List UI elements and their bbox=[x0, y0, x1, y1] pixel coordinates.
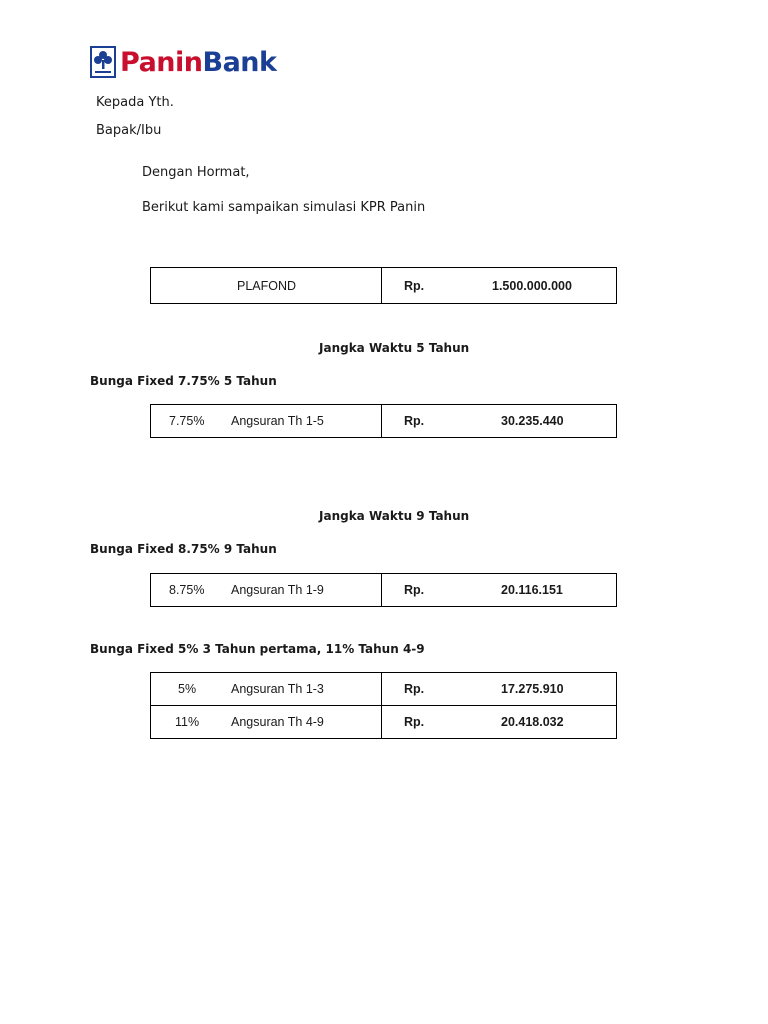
currency-label: Rp. bbox=[404, 414, 425, 428]
currency-label: Rp. bbox=[404, 682, 425, 696]
plafond-amount: 1.500.000.000 bbox=[492, 278, 572, 293]
intro-text: Berikut kami sampaikan simulasi KPR Panin bbox=[142, 200, 426, 215]
installment-label: Angsuran Th 1-5 bbox=[231, 414, 324, 428]
plafond-table bbox=[150, 267, 617, 304]
recipient-name: Bapak/Ibu bbox=[96, 123, 162, 138]
logo-word-panin: Panin bbox=[120, 46, 203, 78]
recipient-line: Kepada Yth. bbox=[96, 95, 174, 110]
installment-label: Angsuran Th 1-3 bbox=[231, 682, 324, 696]
table-row bbox=[151, 673, 617, 706]
installment-desc-cell bbox=[151, 405, 382, 438]
installment-value-cell bbox=[382, 706, 617, 739]
section1-table bbox=[150, 404, 617, 438]
installment-desc-cell bbox=[151, 673, 382, 706]
installment-value-cell bbox=[382, 673, 617, 706]
currency-label: Rp. bbox=[404, 278, 425, 293]
installment-label: Angsuran Th 4-9 bbox=[231, 715, 324, 729]
rate-value: 5% bbox=[178, 682, 197, 696]
section1-subheading: Bunga Fixed 7.75% 5 Tahun bbox=[90, 374, 277, 388]
rate-value: 11% bbox=[175, 715, 200, 729]
currency-label: Rp. bbox=[404, 715, 425, 729]
logo-wordmark bbox=[120, 46, 277, 78]
installment-amount: 30.235.440 bbox=[501, 414, 564, 428]
installment-amount: 17.275.910 bbox=[501, 682, 564, 696]
section2-table bbox=[150, 573, 617, 607]
table-row bbox=[151, 268, 617, 304]
installment-amount: 20.418.032 bbox=[501, 715, 564, 729]
installment-desc-cell bbox=[151, 706, 382, 739]
plafond-label: PLAFOND bbox=[237, 278, 297, 293]
panin-logo-mark-icon bbox=[90, 46, 116, 78]
installment-amount: 20.116.151 bbox=[501, 583, 563, 597]
plafond-value-cell bbox=[382, 268, 617, 304]
table-row bbox=[151, 405, 617, 438]
plafond-label-cell bbox=[151, 268, 382, 304]
installment-label: Angsuran Th 1-9 bbox=[231, 583, 324, 597]
section1-heading: Jangka Waktu 5 Tahun bbox=[319, 341, 470, 355]
salutation: Dengan Hormat, bbox=[142, 165, 250, 180]
rate-value: 7.75% bbox=[169, 414, 205, 428]
section3-table bbox=[150, 672, 617, 739]
section3-subheading: Bunga Fixed 5% 3 Tahun pertama, 11% Tahun 4-9 bbox=[90, 642, 425, 656]
installment-value-cell bbox=[382, 405, 617, 438]
section2-heading: Jangka Waktu 9 Tahun bbox=[319, 509, 470, 523]
installment-desc-cell bbox=[151, 574, 382, 607]
currency-label: Rp. bbox=[404, 583, 425, 597]
panin-bank-logo bbox=[90, 45, 276, 79]
logo-word-bank: Bank bbox=[202, 46, 277, 78]
rate-value: 8.75% bbox=[169, 583, 205, 597]
table-row bbox=[151, 574, 617, 607]
section2-subheading: Bunga Fixed 8.75% 9 Tahun bbox=[90, 542, 277, 556]
table-row bbox=[151, 706, 617, 739]
installment-value-cell bbox=[382, 574, 617, 607]
